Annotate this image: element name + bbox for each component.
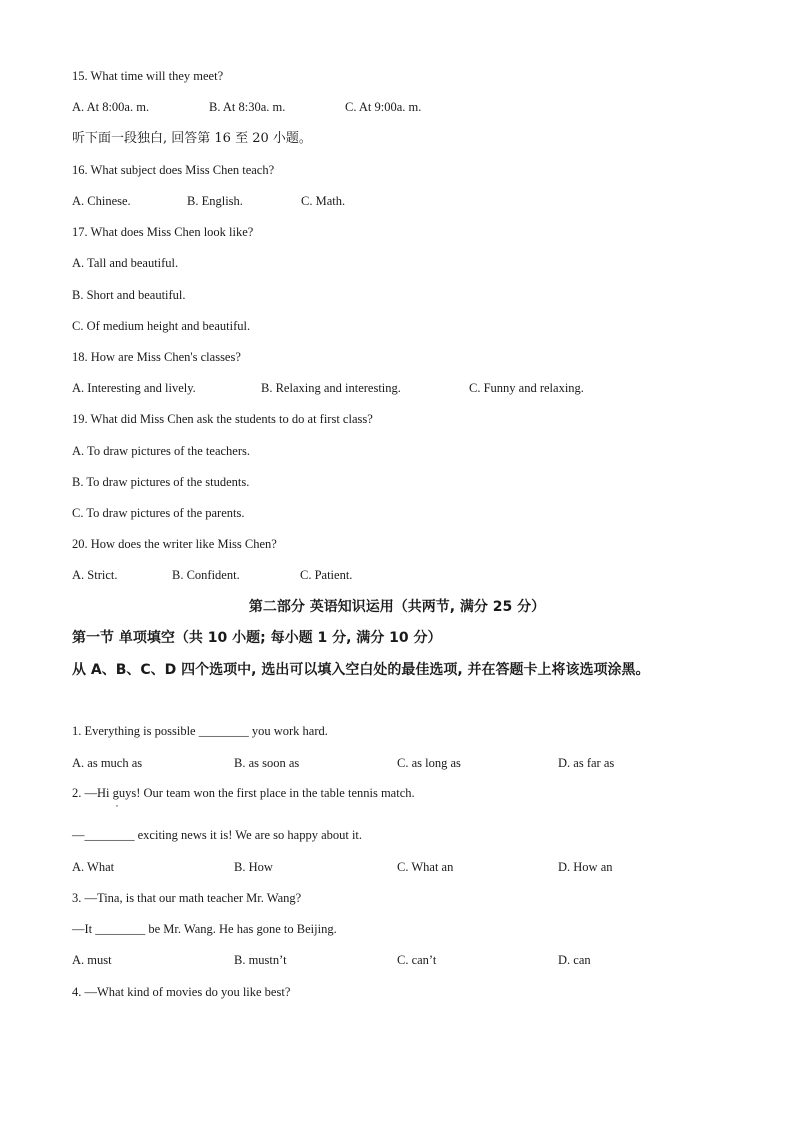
question-17-option-b: B. Short and beautiful. bbox=[72, 288, 186, 302]
question-18-option-a: A. Interesting and lively. bbox=[72, 381, 196, 395]
question-19-option-c: C. To draw pictures of the parents. bbox=[72, 506, 245, 520]
single-choice-1-stem: 1. Everything is possible ________ you work hard. bbox=[72, 724, 328, 738]
single-choice-1-option-a: A. as much as bbox=[72, 756, 143, 770]
single-choice-1-option-b: B. as soon as bbox=[234, 756, 300, 770]
question-18-option-b: B. Relaxing and interesting. bbox=[261, 381, 401, 395]
single-choice-3-option-d: D. can bbox=[558, 953, 591, 967]
section-1-instruction: 从 A、B、C、D 四个选项中, 选出可以填入空白处的最佳选项, 并在答题卡上将该选项涂黑。 bbox=[72, 662, 650, 678]
question-19-option-b: B. To draw pictures of the students. bbox=[72, 475, 250, 489]
single-choice-3-reply: —It ________ be Mr. Wang. He has gone to Beijing. bbox=[72, 922, 337, 936]
single-choice-2-option-b: B. How bbox=[234, 860, 273, 874]
section-1-title: 第一节 单项填空（共 10 小题; 每小题 1 分, 满分 10 分） bbox=[72, 630, 442, 646]
question-15-stem: 15. What time will they meet? bbox=[72, 69, 224, 83]
question-17-option-a: A. Tall and beautiful. bbox=[72, 256, 179, 270]
question-15-option-b: B. At 8:30a. m. bbox=[209, 100, 286, 114]
single-choice-3-option-b: B. mustn’t bbox=[234, 953, 287, 967]
question-15-option-c: C. At 9:00a. m. bbox=[345, 100, 422, 114]
question-20-option-b: B. Confident. bbox=[172, 568, 240, 582]
question-17-option-c: C. Of medium height and beautiful. bbox=[72, 319, 251, 333]
question-16-option-b: B. English. bbox=[187, 194, 243, 208]
single-choice-2-option-d: D. How an bbox=[558, 860, 613, 874]
question-17-stem: 17. What does Miss Chen look like? bbox=[72, 225, 254, 239]
part-2-title: 第二部分 英语知识运用（共两节, 满分 25 分） bbox=[248, 599, 546, 615]
question-15-option-a: A. At 8:00a. m. bbox=[72, 100, 150, 114]
single-choice-2-option-a: A. What bbox=[72, 860, 115, 874]
question-16-stem: 16. What subject does Miss Chen teach? bbox=[72, 163, 275, 177]
question-20-option-a: A. Strict. bbox=[72, 568, 118, 582]
stray-comma-mark: , bbox=[116, 799, 118, 808]
single-choice-4-stem: 4. —What kind of movies do you like best? bbox=[72, 985, 291, 999]
question-18-option-c: C. Funny and relaxing. bbox=[469, 381, 584, 395]
monologue-instruction: 听下面一段独白, 回答第 16 至 20 小题。 bbox=[72, 131, 312, 146]
single-choice-3-option-a: A. must bbox=[72, 953, 112, 967]
single-choice-2-option-c: C. What an bbox=[397, 860, 454, 874]
question-16-option-a: A. Chinese. bbox=[72, 194, 131, 208]
question-20-option-c: C. Patient. bbox=[300, 568, 353, 582]
single-choice-3-option-c: C. can’t bbox=[397, 953, 437, 967]
single-choice-1-option-d: D. as far as bbox=[558, 756, 615, 770]
single-choice-2-reply: —________ exciting news it is! We are so happy about it. bbox=[72, 828, 363, 842]
question-19-stem: 19. What did Miss Chen ask the students to do at first class? bbox=[72, 412, 373, 426]
question-19-option-a: A. To draw pictures of the teachers. bbox=[72, 444, 250, 458]
single-choice-3-stem: 3. —Tina, is that our math teacher Mr. Wang? bbox=[72, 891, 302, 905]
question-20-stem: 20. How does the writer like Miss Chen? bbox=[72, 537, 277, 551]
single-choice-1-option-c: C. as long as bbox=[397, 756, 461, 770]
single-choice-2-stem: 2. —Hi guys! Our team won the first place in the table tennis match. bbox=[72, 786, 415, 800]
question-18-stem: 18. How are Miss Chen's classes? bbox=[72, 350, 241, 364]
question-16-option-c: C. Math. bbox=[301, 194, 346, 208]
